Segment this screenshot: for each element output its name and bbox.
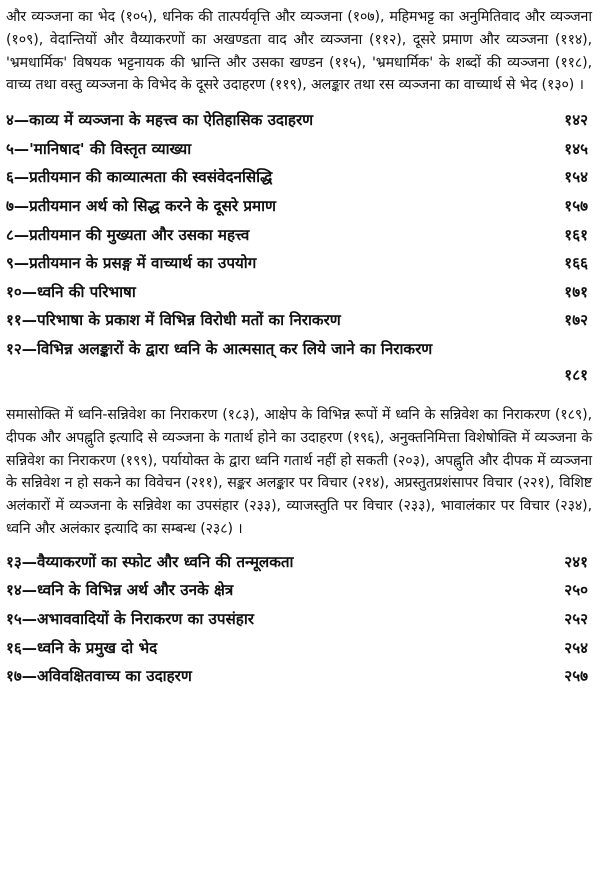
toc-row [6,138,592,167]
toc-entry-title: 'मानिषाद' की विस्तृत व्याख्या [29,139,192,158]
toc-entry-page: १५७ [564,196,588,215]
paragraph-top: और व्यञ्जना का भेद (१०५), धनिक की तात्पर्यवृत्ति और व्यञ्जना (१०७), महिमभट्ट का अनुमितिवाद और व्यञ्जना (१०९), वेदान्तियों और वैय्याकरणों का अखण्डता वाद और व्यञ्जना (११२), दूसरे प्रमाण और व्यञ्जना (११४), 'भ्रमधार्मिक' विषयक भट्टनायक की भ्रान्ति और उसका खण्डन (११५), 'भ्रमधार्मिक' के शब्दों की व्यञ्जना (११८), वाच्य तथा वस्तु व्यञ्जना के विभेद के दूसरे उदाहरण (११९), अलङ्कार तथा रस व्यञ्जना का वाच्यार्थ से भेद (१३०) । [6,9,592,94]
toc-entry-page: २५२ [564,609,588,628]
toc-entry-page: १७१ [564,282,588,301]
toc-entry-text: ५—'मानिषाद' की विस्तृत व्याख्या [6,139,192,158]
toc-entry-title: अविवक्षितवाच्य का उदाहरण [36,667,192,686]
toc-entry-text: ८—प्रतीयमान की मुख्यता और उसका महत्त्व [6,225,250,244]
toc-entry-number: ६ [6,168,14,187]
toc-list-second [6,551,592,694]
paragraph-middle: समासोक्ति में ध्वनि-सन्निवेश का निराकरण (१८३), आक्षेप के विभिन्न रूपों में ध्वनि के सन्निवेश का निराकरण (१८९), दीपक और अपह्नुति इत्यादि से व्यञ्जना के गतार्थ होने का उदाहरण (१९६), अनुक्तनिमित्ता विशेषोक्ति में व्यञ्जना के सन्निवेश का निराकरण (१९९), पर्यायोक्त के द्वारा ध्वनि गतार्थ नहीं हो सकती (२०३), अपह्नुति और दीपक में व्यञ्जना के सन्निवेश न हो सकने का विवेचन (२११), सङ्कर अलङ्कार पर विचार (२१४), अप्रस्तुतप्रशंसापर विचार (२२१), विशिष्ट अलंकारों में व्यञ्जना के सन्निवेश का उपसंहार (२३३), व्याजस्तुति पर विचार (२३३), भावालंकार पर विचार (२३४), ध्वनि और अलंकार इत्यादि का सम्बन्ध (२३८) । [6,406,592,537]
toc-row [6,195,592,224]
toc-row [6,166,592,195]
toc-entry-title: ध्वनि की परिभाषा [36,282,136,301]
toc-entry-text: १५—अभाववादियों के निराकरण का उपसंहार [6,609,254,628]
toc-entry-text: १२—विभिन्न अलङ्कारों के द्वारा ध्वनि के आत्मसात् कर लिये जाने का निराकरण [6,339,433,358]
toc-entry-page: २४१ [564,552,588,571]
toc-row [6,637,592,666]
toc-row [6,252,592,281]
toc-entry-number: ९ [6,254,14,273]
toc-entry-number: १५ [6,609,22,628]
toc-row [6,224,592,253]
toc-entry-page: १४२ [564,111,588,130]
toc-entry-page: १५४ [564,168,588,187]
toc-entry-text: १४—ध्वनि के विभिन्न अर्थ और उनके क्षेत्र [6,581,234,600]
toc-entry-title: ध्वनि के प्रमुख दो भेद [36,638,158,657]
toc-entry-title: विभिन्न अलङ्कारों के द्वारा ध्वनि के आत्मसात् कर लिये जाने का निराकरण [36,339,433,358]
toc-list-first [6,109,592,392]
toc-entry-title: अभाववादियों के निराकरण का उपसंहार [36,609,254,628]
toc-entry-text: १०—ध्वनि की परिभाषा [6,282,136,301]
toc-entry-page: १४५ [564,139,588,158]
toc-entry-text: १३—वैय्याकरणों का स्फोट और ध्वनि की तन्मूलकता [6,552,294,571]
toc-entry-title: परिभाषा के प्रकाश में विभिन्न विरोधी मतों का निराकरण [36,311,341,330]
toc-entry-title: काव्य में व्यञ्जना के महत्त्व का ऐतिहासिक उदाहरण [29,111,314,130]
toc-row [6,665,592,694]
toc-row [6,309,592,338]
toc-entry-title: ध्वनि के विभिन्न अर्थ और उनके क्षेत्र [36,581,234,600]
toc-entry-title: प्रतीयमान की मुख्यता और उसका महत्त्व [29,225,250,244]
toc-entry-number: १० [6,282,22,301]
toc-row [6,608,592,637]
toc-entry-number: १६ [6,638,22,657]
toc-entry-page: २५७ [564,667,588,686]
toc-entry-page: २५० [564,581,588,600]
toc-entry-text: १६—ध्वनि के प्रमुख दो भेद [6,638,158,657]
toc-entry-page: १६१ [564,225,588,244]
toc-entry-number: ११ [6,311,22,330]
toc-entry-page: १८१ [564,365,588,384]
toc-entry-text: १७—अविवक्षितवाच्य का उदाहरण [6,667,192,686]
toc-row [6,579,592,608]
toc-entry-title: प्रतीयमान अर्थ को सिद्ध करने के दूसरे प्रमाण [29,196,276,215]
toc-row [6,338,592,392]
toc-entry-page: १६६ [564,254,588,273]
toc-entry-page: २५४ [564,638,588,657]
toc-entry-number: १३ [6,552,22,571]
toc-entry-text: ११—परिभाषा के प्रकाश में विभिन्न विरोधी मतों का निराकरण [6,311,341,330]
toc-entry-title: वैय्याकरणों का स्फोट और ध्वनि की तन्मूलकता [36,552,294,571]
toc-entry-text: ६—प्रतीयमान की काव्यात्मता की स्वसंवेदनसिद्धि [6,168,273,187]
toc-row [6,551,592,580]
toc-entry-text: ७—प्रतीयमान अर्थ को सिद्ध करने के दूसरे प्रमाण [6,196,276,215]
toc-entry-text: ९—प्रतीयमान के प्रसङ्ग में वाच्यार्थ का उपयोग [6,254,257,273]
toc-entry-number: १४ [6,581,22,600]
toc-entry-number: ८ [6,225,14,244]
toc-row [6,281,592,310]
toc-entry-number: १२ [6,339,22,358]
toc-entry-title: प्रतीयमान के प्रसङ्ग में वाच्यार्थ का उपयोग [29,254,257,273]
toc-entry-number: १७ [6,667,22,686]
toc-entry-title: प्रतीयमान की काव्यात्मता की स्वसंवेदनसिद्धि [29,168,273,187]
toc-entry-number: ७ [6,196,14,215]
toc-entry-text: ४—काव्य में व्यञ्जना के महत्त्व का ऐतिहासिक उदाहरण [6,111,314,130]
toc-row [6,109,592,138]
toc-entry-page: १७२ [564,311,588,330]
toc-entry-number: ५ [6,139,14,158]
toc-entry-number: ४ [6,111,14,130]
